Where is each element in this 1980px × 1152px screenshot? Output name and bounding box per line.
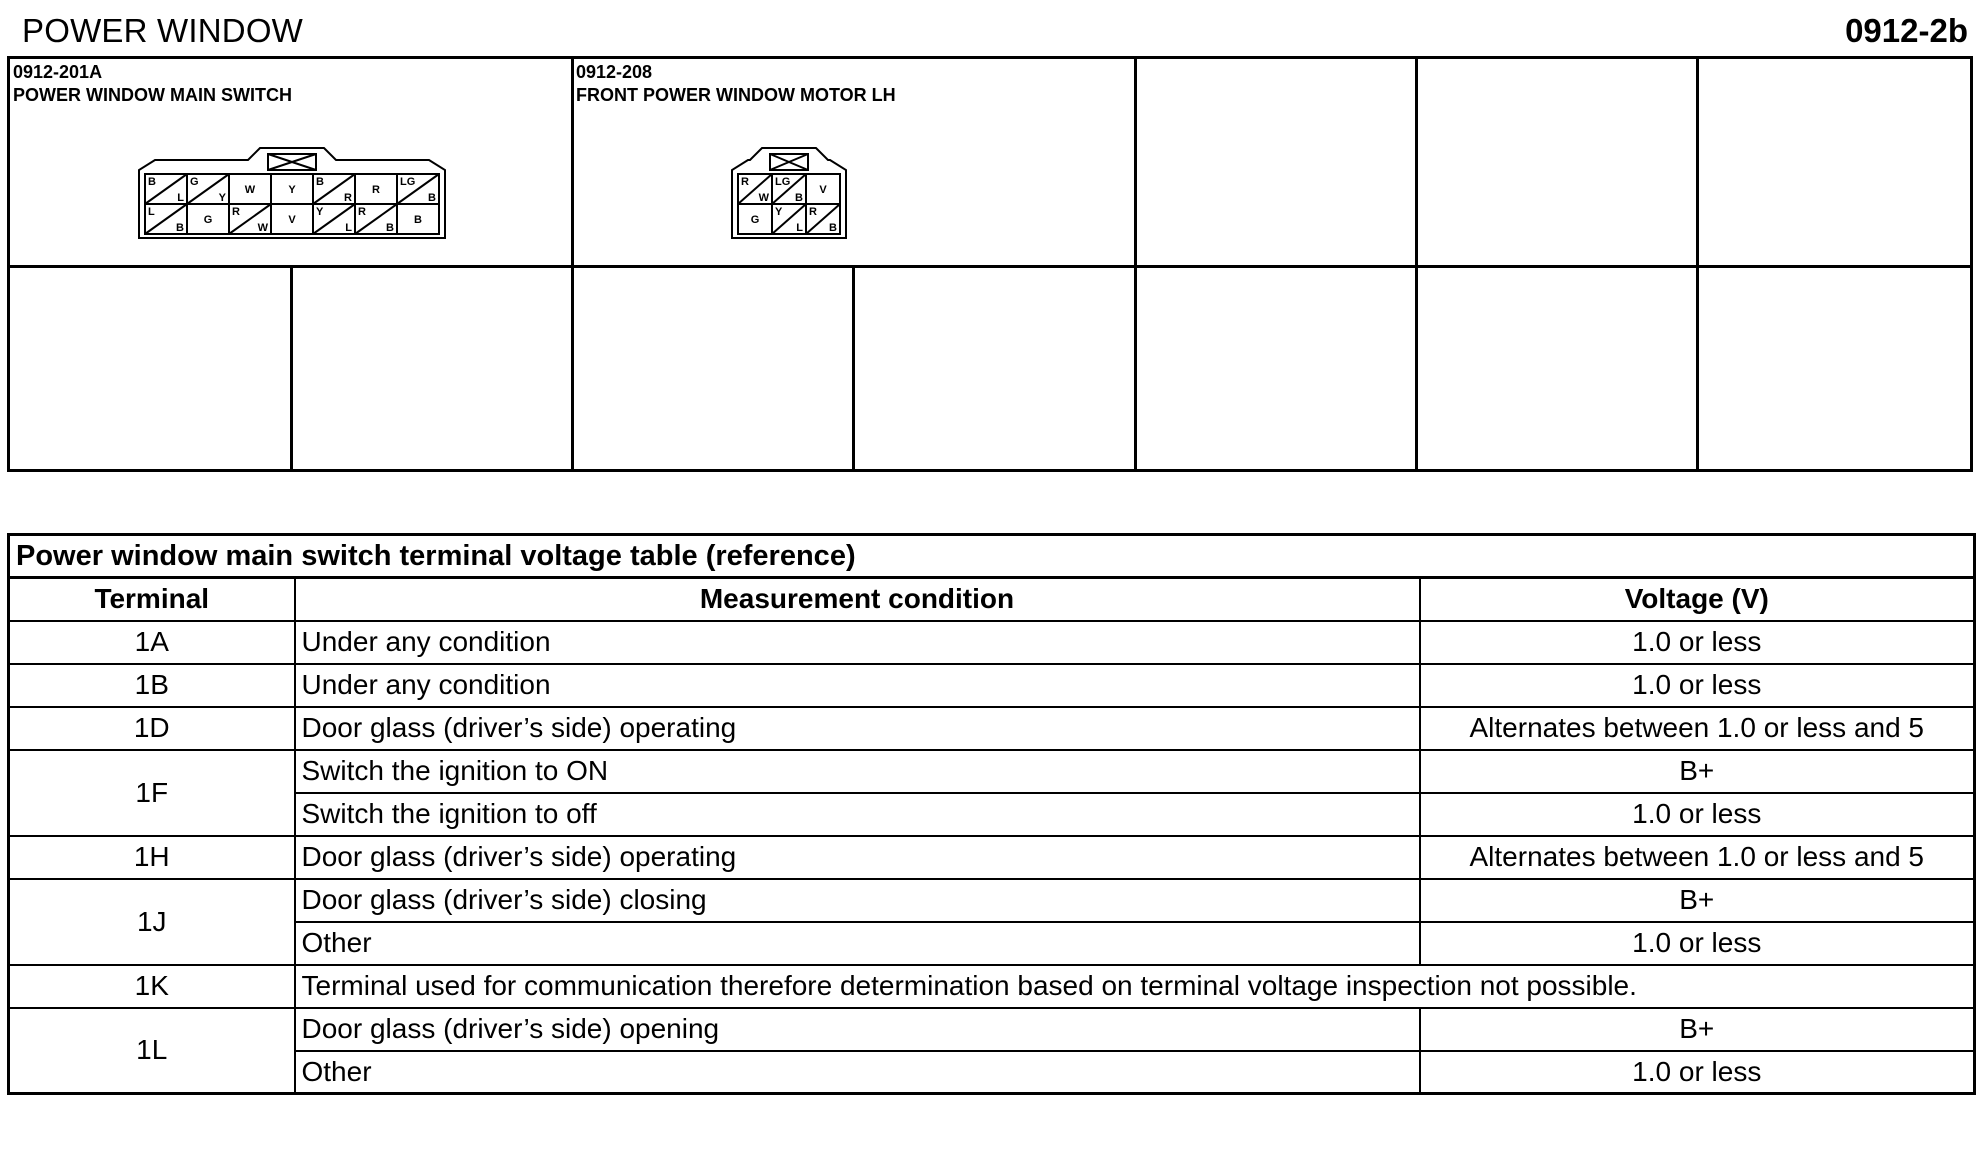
main-switch-connector-diagram bbox=[125, 129, 465, 247]
grid-divider bbox=[1415, 59, 1418, 469]
terminal-cell: 1H bbox=[9, 836, 295, 879]
pin-color-label: B bbox=[829, 222, 837, 234]
table-row bbox=[9, 1008, 1975, 1051]
voltage-cell: Alternates between 1.0 or less and 5 bbox=[1420, 707, 1975, 750]
table-row bbox=[9, 922, 1975, 965]
connector-id: 0912-208 bbox=[576, 62, 653, 82]
table-caption-row bbox=[9, 535, 1975, 578]
voltage-cell: 1.0 or less bbox=[1420, 664, 1975, 707]
voltage-table bbox=[7, 533, 1976, 1095]
table-row bbox=[9, 879, 1975, 922]
pin-color-label: Y bbox=[218, 192, 226, 204]
pin-color-label: G bbox=[750, 214, 760, 226]
grid-divider bbox=[1696, 59, 1699, 469]
condition-cell: Other bbox=[295, 922, 1420, 965]
table-row bbox=[9, 707, 1975, 750]
condition-cell: Door glass (driver’s side) operating bbox=[295, 836, 1420, 879]
table-row bbox=[9, 965, 1975, 1008]
connector-name: FRONT POWER WINDOW MOTOR LH bbox=[576, 85, 896, 105]
column-header: Voltage (V) bbox=[1420, 578, 1975, 621]
terminal-cell: 1A bbox=[9, 621, 295, 664]
condition-cell: Door glass (driver’s side) closing bbox=[295, 879, 1420, 922]
connector-name: POWER WINDOW MAIN SWITCH bbox=[13, 85, 292, 105]
voltage-cell: 1.0 or less bbox=[1420, 1051, 1975, 1094]
grid-divider bbox=[10, 265, 1970, 268]
voltage-cell: 1.0 or less bbox=[1420, 793, 1975, 836]
page-title: POWER WINDOW bbox=[22, 12, 304, 49]
pin-color-label: R bbox=[741, 176, 749, 188]
terminal-cell: 1D bbox=[9, 707, 295, 750]
terminal-cell: 1B bbox=[9, 664, 295, 707]
pin-color-label: W bbox=[758, 192, 769, 204]
table-row bbox=[9, 1051, 1975, 1094]
voltage-cell: Alternates between 1.0 or less and 5 bbox=[1420, 836, 1975, 879]
pin-color-label: W bbox=[257, 222, 268, 234]
voltage-cell: B+ bbox=[1420, 879, 1975, 922]
grid-divider bbox=[1134, 59, 1137, 469]
connector-grid bbox=[7, 56, 1973, 472]
pin-color-label: B bbox=[148, 176, 156, 188]
table-caption: Power window main switch terminal voltage table (reference) bbox=[9, 535, 1975, 578]
table-header-row bbox=[9, 578, 1975, 621]
pin-color-label: Y bbox=[775, 206, 783, 218]
table-row bbox=[9, 836, 1975, 879]
terminal-cell: 1F bbox=[9, 750, 295, 836]
pin-color-label: V bbox=[819, 184, 827, 196]
pin-color-label: V bbox=[288, 214, 296, 226]
column-header: Terminal bbox=[9, 578, 295, 621]
pin-color-label: B bbox=[414, 214, 422, 226]
pin-color-label: R bbox=[344, 192, 352, 204]
voltage-cell: B+ bbox=[1420, 1008, 1975, 1051]
grid-divider bbox=[290, 265, 293, 469]
pin-color-label: G bbox=[203, 214, 213, 226]
pin-color-label: LG bbox=[775, 176, 791, 188]
pin-color-label: L bbox=[796, 222, 803, 234]
pin-color-label: W bbox=[244, 184, 256, 196]
page-code: 0912-2b bbox=[1845, 12, 1968, 49]
table-row bbox=[9, 621, 1975, 664]
pin-color-label: L bbox=[345, 222, 352, 234]
terminal-cell: 1K bbox=[9, 965, 295, 1008]
condition-cell: Under any condition bbox=[295, 621, 1420, 664]
terminal-cell: 1J bbox=[9, 879, 295, 965]
condition-cell: Door glass (driver’s side) operating bbox=[295, 707, 1420, 750]
pin-color-label: R bbox=[809, 206, 817, 218]
voltage-cell: 1.0 or less bbox=[1420, 922, 1975, 965]
pin-color-label: R bbox=[372, 184, 380, 196]
condition-cell: Door glass (driver’s side) opening bbox=[295, 1008, 1420, 1051]
pin-color-label: B bbox=[316, 176, 324, 188]
pin-color-label: B bbox=[428, 192, 436, 204]
column-header: Measurement condition bbox=[295, 578, 1420, 621]
grid-divider bbox=[852, 265, 855, 469]
voltage-cell: B+ bbox=[1420, 750, 1975, 793]
table-row bbox=[9, 793, 1975, 836]
pin-color-label: B bbox=[386, 222, 394, 234]
condition-cell: Under any condition bbox=[295, 664, 1420, 707]
pin-color-label: R bbox=[232, 206, 240, 218]
pin-color-label: Y bbox=[288, 184, 296, 196]
condition-cell: Switch the ignition to ON bbox=[295, 750, 1420, 793]
pin-color-label: G bbox=[190, 176, 199, 188]
pin-color-label: Y bbox=[316, 206, 324, 218]
condition-cell: Switch the ignition to off bbox=[295, 793, 1420, 836]
pin-color-label: L bbox=[177, 192, 184, 204]
terminal-cell: 1L bbox=[9, 1008, 295, 1094]
voltage-cell: 1.0 or less bbox=[1420, 621, 1975, 664]
pin-color-label: LG bbox=[400, 176, 416, 188]
motor-connector-diagram bbox=[707, 129, 867, 247]
table-row bbox=[9, 664, 1975, 707]
note-cell: Terminal used for communication therefore determination based on terminal voltage inspection not possible. bbox=[295, 965, 1975, 1008]
grid-divider bbox=[571, 59, 574, 469]
connector-main-switch-label bbox=[13, 61, 292, 107]
pin-color-label: B bbox=[795, 192, 803, 204]
pin-color-label: L bbox=[148, 206, 155, 218]
pin-color-label: R bbox=[358, 206, 366, 218]
condition-cell: Other bbox=[295, 1051, 1420, 1094]
pin-color-label: B bbox=[176, 222, 184, 234]
connector-id: 0912-201A bbox=[13, 62, 103, 82]
connector-motor-label bbox=[576, 61, 896, 107]
table-row bbox=[9, 750, 1975, 793]
